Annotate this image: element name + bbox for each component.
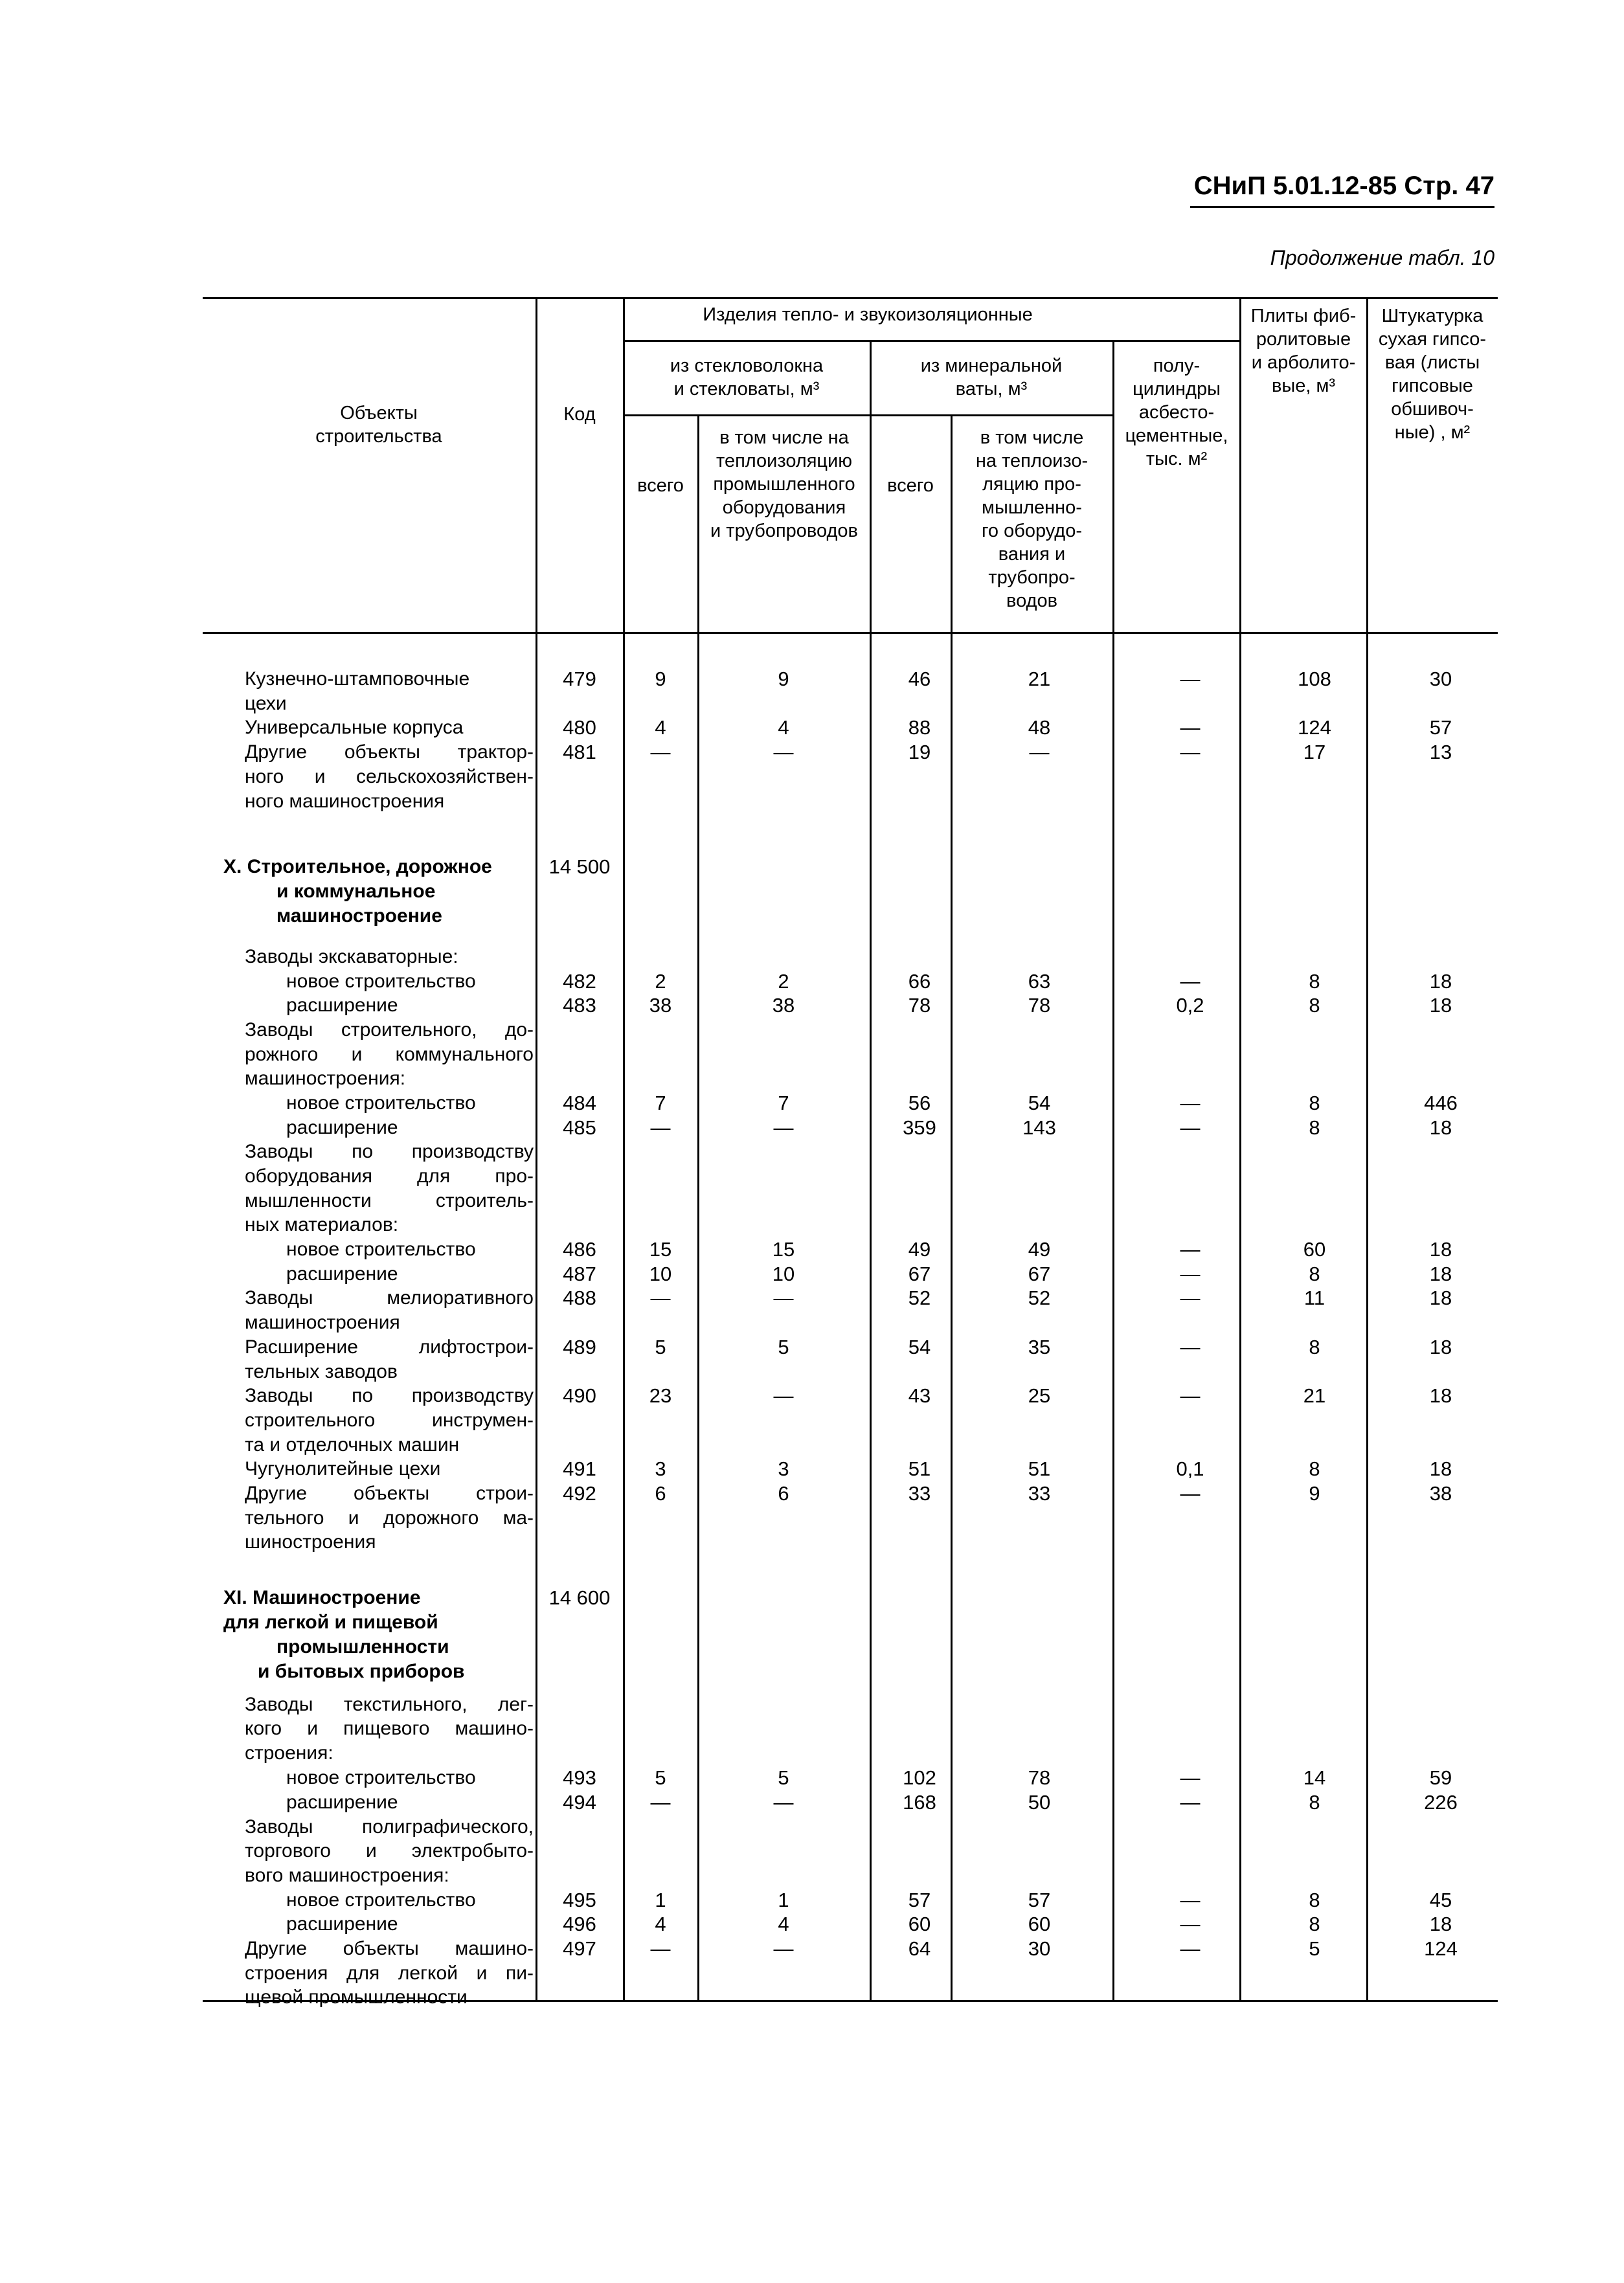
cell-glass-industrial: — — [773, 1384, 794, 1407]
subgroup-header-rule — [623, 414, 1112, 416]
cell-glass-industrial: 7 — [778, 1092, 789, 1114]
cell-glass-total: 10 — [649, 1263, 672, 1285]
cell-code: 481 — [563, 741, 596, 763]
cell-glass-total: 23 — [649, 1384, 672, 1407]
col-divider-cylinders — [1112, 340, 1114, 2000]
header-incl-glass: в том числе на теплоизоляцию промышленного оборудования и трубопроводов — [710, 427, 858, 541]
cell-asbestos-cylinders: — — [1180, 1482, 1201, 1505]
cell-fibrolite-plates: 8 — [1309, 1791, 1320, 1814]
cell-asbestos-cylinders: — — [1180, 970, 1201, 993]
cell-glass-total: — — [650, 1287, 671, 1309]
cell-glass-industrial: 9 — [778, 668, 789, 690]
object-text-line: Заводы мелиоративного — [245, 1287, 534, 1309]
cell-code: 479 — [563, 668, 596, 690]
object-text-line: машиностроения: — [245, 1068, 406, 1089]
cell-glass-industrial: 6 — [778, 1482, 789, 1505]
cell-code: 483 — [563, 994, 596, 1017]
cell-mineral-industrial: 50 — [1028, 1791, 1051, 1814]
cell-asbestos-cylinders: — — [1180, 668, 1201, 690]
object-text-line: строительного инструмен- — [245, 1410, 534, 1431]
cell-code: 484 — [563, 1092, 596, 1114]
cell-asbestos-cylinders: — — [1180, 1791, 1201, 1814]
cell-glass-total: 38 — [649, 994, 672, 1017]
header-asbestos-cylinders: полу- цилиндры асбесто- цементные, тыс. м² — [1125, 355, 1228, 469]
cell-gypsum-plaster: 38 — [1429, 1482, 1452, 1505]
object-text-line: Заводы полиграфического, — [245, 1816, 534, 1838]
cell-code: 488 — [563, 1287, 596, 1309]
cell-fibrolite-plates: 8 — [1309, 1889, 1320, 1911]
cell-mineral-total: 52 — [908, 1287, 931, 1309]
cell-gypsum-plaster: 30 — [1429, 668, 1452, 690]
cell-gypsum-plaster: 124 — [1424, 1937, 1458, 1960]
cell-mineral-industrial: 48 — [1028, 716, 1051, 739]
cell-mineral-industrial: 60 — [1028, 1913, 1051, 1935]
header-glass-fiber: из стекловолокна и стекловаты, м³ — [670, 355, 824, 399]
cell-mineral-industrial: 25 — [1028, 1384, 1051, 1407]
object-text-line: кого и пищевого машино- — [245, 1718, 534, 1739]
cell-mineral-total: 19 — [908, 741, 931, 763]
cell-code: 480 — [563, 716, 596, 739]
cell-code: 497 — [563, 1937, 596, 1960]
cell-glass-total: 4 — [655, 1913, 666, 1935]
cell-glass-industrial: — — [773, 1937, 794, 1960]
cell-glass-total: — — [650, 1116, 671, 1139]
cell-asbestos-cylinders: — — [1180, 1238, 1201, 1261]
object-text-line: новое строительство — [286, 1239, 476, 1260]
cell-mineral-total: 57 — [908, 1889, 931, 1911]
object-text-line: щевой промышленности — [245, 1986, 468, 2008]
object-text-line: и коммунальное — [276, 881, 436, 902]
cell-code: 493 — [563, 1766, 596, 1789]
cell-gypsum-plaster: 18 — [1429, 994, 1452, 1017]
object-text-line: машиностроения — [245, 1312, 400, 1333]
cell-code: 496 — [563, 1913, 596, 1935]
cell-fibrolite-plates: 14 — [1303, 1766, 1326, 1789]
cell-fibrolite-plates: 8 — [1309, 1116, 1320, 1139]
object-text-line: Заводы текстильного, лег- — [245, 1694, 534, 1715]
col-divider-plates — [1239, 297, 1241, 2000]
cell-mineral-total: 51 — [908, 1457, 931, 1480]
cell-code: 491 — [563, 1457, 596, 1480]
object-text-line: промышленности — [276, 1636, 449, 1658]
cell-code: 492 — [563, 1482, 596, 1505]
object-text-line: та и отделочных машин — [245, 1434, 460, 1456]
object-text-line: Чугунолитейные цехи — [245, 1458, 441, 1479]
cell-glass-industrial: 1 — [778, 1889, 789, 1911]
object-text-line: Другие объекты машино- — [245, 1938, 534, 1959]
cell-fibrolite-plates: 9 — [1309, 1482, 1320, 1505]
object-text-line: ного и сельскохозяйствен- — [245, 766, 534, 787]
header-total-mineral: всего — [887, 475, 934, 496]
cell-fibrolite-plates: 8 — [1309, 970, 1320, 993]
cell-code: 495 — [563, 1889, 596, 1911]
cell-fibrolite-plates: 8 — [1309, 1336, 1320, 1358]
cell-glass-total: 7 — [655, 1092, 666, 1114]
cell-mineral-total: 46 — [908, 668, 931, 690]
object-text-line: оборудования для про- — [245, 1165, 534, 1187]
object-text-line: мышленности строитель- — [245, 1190, 534, 1211]
cell-gypsum-plaster: 18 — [1429, 1263, 1452, 1285]
object-text-line: расширение — [286, 995, 398, 1016]
cell-glass-industrial: 15 — [772, 1238, 795, 1261]
cell-mineral-industrial: 57 — [1028, 1889, 1051, 1911]
header-underline — [1190, 206, 1494, 208]
cell-glass-total: — — [650, 741, 671, 763]
cell-asbestos-cylinders: — — [1180, 1336, 1201, 1358]
cell-code: 482 — [563, 970, 596, 993]
cell-gypsum-plaster: 18 — [1429, 1287, 1452, 1309]
cell-code: 487 — [563, 1263, 596, 1285]
table-continuation-label: Продолжение табл. 10 — [1270, 246, 1494, 269]
cell-glass-total: — — [650, 1791, 671, 1814]
object-text-line: Кузнечно-штамповочные — [245, 668, 470, 690]
object-text-line: Заводы строительного, до- — [245, 1019, 534, 1040]
cell-mineral-industrial: 51 — [1028, 1457, 1051, 1480]
cell-glass-total: 9 — [655, 668, 666, 690]
cell-glass-industrial: — — [773, 1791, 794, 1814]
object-text-line: цехи — [245, 693, 287, 714]
cell-asbestos-cylinders: — — [1180, 1937, 1201, 1960]
object-text-line: торгового и электробыто- — [245, 1840, 534, 1861]
object-text-line: новое строительство — [286, 1767, 476, 1788]
cell-fibrolite-plates: 8 — [1309, 1913, 1320, 1935]
cell-gypsum-plaster: 18 — [1429, 1913, 1452, 1935]
cell-gypsum-plaster: 18 — [1429, 1336, 1452, 1358]
cell-glass-industrial: 38 — [772, 994, 795, 1017]
cell-gypsum-plaster: 18 — [1429, 1457, 1452, 1480]
cell-gypsum-plaster: 18 — [1429, 1238, 1452, 1261]
cell-fibrolite-plates: 11 — [1303, 1287, 1325, 1309]
group-header-rule — [623, 340, 1239, 342]
cell-asbestos-cylinders: — — [1180, 1116, 1201, 1139]
cell-fibrolite-plates: 8 — [1309, 1457, 1320, 1480]
object-text-line: вого машиностроения: — [245, 1865, 449, 1886]
cell-code: 14 600 — [548, 1586, 611, 1609]
cell-mineral-industrial: 78 — [1028, 1766, 1051, 1789]
cell-asbestos-cylinders: — — [1180, 1092, 1201, 1114]
header-incl-mineral: в том числе на теплоизо- ляцию про- мышленно- го оборудо- вания и трубопро- водов — [975, 427, 1088, 611]
object-text-line: Заводы по производству — [245, 1385, 534, 1406]
object-text-line: рожного и коммунального — [245, 1044, 534, 1065]
cell-mineral-total: 359 — [903, 1116, 936, 1139]
cell-code: 485 — [563, 1116, 596, 1139]
cell-code: 489 — [563, 1336, 596, 1358]
cell-glass-industrial: 4 — [778, 716, 789, 739]
cell-glass-total: 1 — [655, 1889, 666, 1911]
cell-mineral-industrial: 52 — [1028, 1287, 1051, 1309]
header-bottom-rule — [203, 632, 1498, 634]
cell-glass-industrial: — — [773, 1116, 794, 1139]
cell-glass-industrial: — — [773, 741, 794, 763]
object-text-line: расширение — [286, 1792, 398, 1813]
cell-fibrolite-plates: 8 — [1309, 994, 1320, 1017]
cell-mineral-industrial: 33 — [1028, 1482, 1051, 1505]
cell-mineral-total: 168 — [903, 1791, 936, 1814]
cell-fibrolite-plates: 5 — [1309, 1937, 1320, 1960]
cell-glass-total: 2 — [655, 970, 666, 993]
cell-mineral-total: 78 — [908, 994, 931, 1017]
cell-mineral-total: 66 — [908, 970, 931, 993]
cell-fibrolite-plates: 60 — [1303, 1238, 1326, 1261]
object-text-line: ного машиностроения — [245, 791, 445, 812]
cell-fibrolite-plates: 8 — [1309, 1092, 1320, 1114]
cell-gypsum-plaster: 18 — [1429, 1384, 1452, 1407]
object-text-line: Заводы по производству — [245, 1141, 534, 1162]
cell-gypsum-plaster: 18 — [1429, 1116, 1452, 1139]
cell-glass-total: 4 — [655, 716, 666, 739]
cell-glass-industrial: 4 — [778, 1913, 789, 1935]
cell-glass-total: 5 — [655, 1766, 666, 1789]
cell-mineral-total: 64 — [908, 1937, 931, 1960]
cell-asbestos-cylinders: 0,1 — [1176, 1457, 1204, 1480]
col-divider-mineral — [870, 340, 872, 2000]
cell-mineral-industrial: 30 — [1028, 1937, 1051, 1960]
cell-glass-total: — — [650, 1937, 671, 1960]
cell-code: 494 — [563, 1791, 596, 1814]
cell-glass-total: 15 — [649, 1238, 672, 1261]
cell-asbestos-cylinders: — — [1180, 716, 1201, 739]
cell-glass-industrial: — — [773, 1287, 794, 1309]
object-text-line: XI. Машиностроение — [223, 1587, 421, 1608]
col-divider-code — [536, 297, 537, 2000]
header-fibrolite-plates: Плиты фиб- ролитовые и арболито- вые, м³ — [1250, 306, 1357, 396]
cell-mineral-total: 88 — [908, 716, 931, 739]
cell-mineral-industrial: 35 — [1028, 1336, 1051, 1358]
cell-gypsum-plaster: 226 — [1424, 1791, 1458, 1814]
col-divider-plaster — [1366, 297, 1368, 2000]
cell-asbestos-cylinders: — — [1180, 1889, 1201, 1911]
cell-mineral-industrial: — — [1029, 741, 1050, 763]
object-text-line: расширение — [286, 1913, 398, 1935]
cell-mineral-total: 43 — [908, 1384, 931, 1407]
cell-gypsum-plaster: 57 — [1429, 716, 1452, 739]
cell-mineral-industrial: 49 — [1028, 1238, 1051, 1261]
object-text-line: шиностроения — [245, 1531, 376, 1553]
object-text-line: Универсальные корпуса — [245, 717, 464, 738]
object-text-line: Расширение лифтострои- — [245, 1336, 534, 1358]
object-text-line: строения для легкой и пи- — [245, 1962, 534, 1984]
header-code: Код — [563, 404, 596, 425]
object-text-line: и бытовых приборов — [258, 1661, 465, 1682]
cell-asbestos-cylinders: — — [1180, 1263, 1201, 1285]
cell-asbestos-cylinders: — — [1180, 1766, 1201, 1789]
cell-glass-total: 5 — [655, 1336, 666, 1358]
cell-fibrolite-plates: 21 — [1303, 1384, 1326, 1407]
cell-mineral-industrial: 63 — [1028, 970, 1051, 993]
cell-gypsum-plaster: 59 — [1429, 1766, 1452, 1789]
cell-mineral-total: 56 — [908, 1092, 931, 1114]
cell-glass-total: 3 — [655, 1457, 666, 1480]
object-text-line: Х. Строительное, дорожное — [223, 856, 492, 877]
document-code-header: СНиП 5.01.12-85 Стр. 47 — [1193, 172, 1494, 200]
object-text-line: тельного и дорожного ма- — [245, 1507, 534, 1529]
object-text-line: новое строительство — [286, 1092, 476, 1114]
cell-mineral-total: 54 — [908, 1336, 931, 1358]
cell-gypsum-plaster: 18 — [1429, 970, 1452, 993]
cell-mineral-industrial: 54 — [1028, 1092, 1051, 1114]
object-text-line: новое строительство — [286, 971, 476, 992]
object-text-line: ных материалов: — [245, 1214, 399, 1235]
cell-glass-industrial: 3 — [778, 1457, 789, 1480]
cell-glass-industrial: 5 — [778, 1336, 789, 1358]
cell-mineral-industrial: 143 — [1022, 1116, 1056, 1139]
cell-mineral-industrial: 21 — [1028, 668, 1051, 690]
object-text-line: для легкой и пищевой — [223, 1612, 438, 1633]
object-text-line: строения: — [245, 1742, 333, 1764]
col-divider-glass-incl — [697, 414, 699, 2000]
cell-fibrolite-plates: 17 — [1303, 741, 1326, 763]
cell-code: 490 — [563, 1384, 596, 1407]
header-gypsum-plaster: Штукатурка сухая гипсо- вая (листы гипсовые обшивоч- ные) , м² — [1378, 306, 1487, 443]
cell-code: 14 500 — [548, 855, 611, 878]
cell-fibrolite-plates: 108 — [1298, 668, 1331, 690]
cell-glass-industrial: 5 — [778, 1766, 789, 1789]
object-text-line: новое строительство — [286, 1889, 476, 1911]
object-text-line: расширение — [286, 1263, 398, 1285]
cell-gypsum-plaster: 45 — [1429, 1889, 1452, 1911]
cell-fibrolite-plates: 8 — [1309, 1263, 1320, 1285]
col-divider-glass — [623, 297, 625, 2000]
cell-fibrolite-plates: 124 — [1298, 716, 1331, 739]
cell-code: 486 — [563, 1238, 596, 1261]
table-top-rule — [203, 297, 1498, 299]
cell-mineral-total: 49 — [908, 1238, 931, 1261]
object-text-line: расширение — [286, 1117, 398, 1138]
header-total-glass: всего — [637, 475, 684, 496]
header-objects: Объекты строительства — [315, 403, 442, 447]
cell-mineral-total: 67 — [908, 1263, 931, 1285]
cell-mineral-industrial: 78 — [1028, 994, 1051, 1017]
cell-glass-industrial: 2 — [778, 970, 789, 993]
cell-asbestos-cylinders: — — [1180, 1913, 1201, 1935]
cell-asbestos-cylinders: — — [1180, 1287, 1201, 1309]
cell-glass-industrial: 10 — [772, 1263, 795, 1285]
col-divider-mineral-incl — [951, 414, 953, 2000]
header-insulation-group: Изделия тепло- и звукоизоляционные — [703, 304, 1033, 325]
object-text-line: Заводы экскаваторные: — [245, 946, 458, 967]
cell-mineral-total: 33 — [908, 1482, 931, 1505]
cell-asbestos-cylinders: — — [1180, 741, 1201, 763]
cell-asbestos-cylinders: 0,2 — [1176, 994, 1204, 1017]
cell-mineral-total: 60 — [908, 1913, 931, 1935]
object-text-line: машиностроение — [276, 905, 442, 927]
cell-glass-total: 6 — [655, 1482, 666, 1505]
object-text-line: тельных заводов — [245, 1361, 398, 1382]
cell-mineral-total: 102 — [903, 1766, 936, 1789]
cell-mineral-industrial: 67 — [1028, 1263, 1051, 1285]
cell-asbestos-cylinders: — — [1180, 1384, 1201, 1407]
cell-gypsum-plaster: 13 — [1429, 741, 1452, 763]
cell-gypsum-plaster: 446 — [1424, 1092, 1458, 1114]
object-text-line: Другие объекты трактор- — [245, 741, 534, 763]
header-mineral-wool: из минеральной ваты, м³ — [920, 355, 1063, 399]
object-text-line: Другие объекты строи- — [245, 1483, 534, 1504]
